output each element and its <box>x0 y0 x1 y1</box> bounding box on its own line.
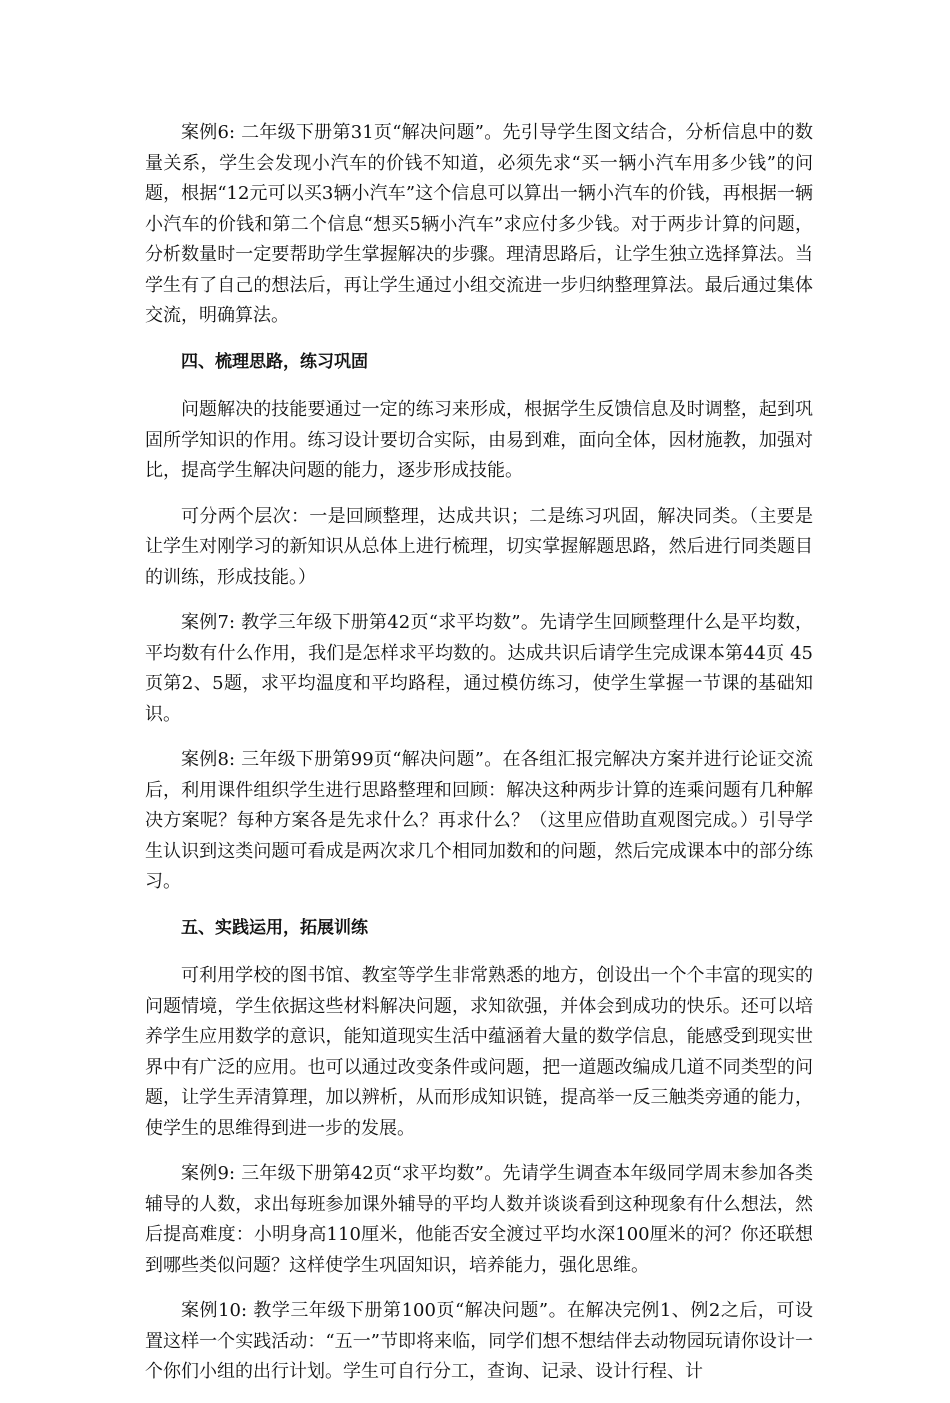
section-5-heading: 五、实践运用，拓展训练 <box>181 917 368 938</box>
document-page <box>145 118 813 1403</box>
case-10-paragraph: 案例10: 教学三年级下册第100页“解决问题”。在解决完例1、例2之后，可设置这样一个实践活动：“五一”节即将来临，同学们想不想结伴去动物园玩请你设计一个你们小组的出行计划。学生可自行分工，查询、记录、设计行程、计 <box>145 1300 813 1382</box>
case-9-paragraph: 案例9: 三年级下册第42页“求平均数”。先请学生调查本年级同学周末参加各类辅导的人数，求出每班参加课外辅导的平均人数并谈谈看到这种现象有什么想法，然后提高难度：小明身高110厘米，他能否安全渡过平均水深100厘米的河？你还联想到哪些类似问题？这样使学生巩固知识，培养能力，强化思维。 <box>145 1163 813 1276</box>
section-4-heading: 四、梳理思路，练习巩固 <box>181 351 368 372</box>
practice-skills-paragraph: 问题解决的技能要通过一定的练习来形成，根据学生反馈信息及时调整，起到巩固所学知识的作用。练习设计要切合实际，由易到难，面向全体，因材施教，加强对比，提高学生解决问题的能力，逐步形成技能。 <box>145 399 813 481</box>
case-6-paragraph: 案例6: 二年级下册第31页“解决问题”。先引导学生图文结合，分析信息中的数量关系，学生会发现小汽车的价钱不知道，必须先求“买一辆小汽车用多少钱”的问题，根据“12元可以买3辆小汽车”这个信息可以算出一辆小汽车的价钱，再根据一辆小汽车的价钱和第二个信息“想买5辆小汽车”求应付多少钱。对于两步计算的问题，分析数量时一定要帮助学生掌握解决的步骤。理清思路后，让学生独立选择算法。当学生有了自己的想法后，再让学生通过小组交流进一步归纳整理算法。最后通过集体交流，明确算法。 <box>145 122 813 326</box>
practice-application-paragraph: 可利用学校的图书馆、教室等学生非常熟悉的地方，创设出一个个丰富的现实的问题情境，学生依据这些材料解决问题，求知欲强，并体会到成功的快乐。还可以培养学生应用数学的意识，能知道现实生活中蕴涵着大量的数学信息，能感受到现实世界中有广泛的应用。也可以通过改变条件或问题，把一道题改编成几道不同类型的问题，让学生弄清算理，加以辨析，从而形成知识链，提高举一反三触类旁通的能力，使学生的思维得到进一步的发展。 <box>145 965 813 1139</box>
case-7-paragraph: 案例7: 教学三年级下册第42页“求平均数”。先请学生回顾整理什么是平均数，平均数有什么作用，我们是怎样求平均数的。达成共识后请学生完成课本第44页 45页第2、5题，求平均温度和平均路程，通过模仿练习，使学生掌握一节课的基础知识。 <box>145 612 813 725</box>
two-levels-paragraph: 可分两个层次：一是回顾整理，达成共识；二是练习巩固，解决同类。（主要是让学生对刚学习的新知识从总体上进行梳理，切实掌握解题思路，然后进行同类题目的训练，形成技能。） <box>145 505 813 588</box>
case-8-paragraph: 案例8: 三年级下册第99页“解决问题”。在各组汇报完解决方案并进行论证交流后，利用课件组织学生进行思路整理和回顾：解决这种两步计算的连乘问题有几种解决方案呢？每种方案各是先求什么？再求什么？（这里应借助直观图完成。）引导学生认识到这类问题可看成是两次求几个相同加数和的问题，然后完成课本中的部分练习。 <box>145 749 813 892</box>
